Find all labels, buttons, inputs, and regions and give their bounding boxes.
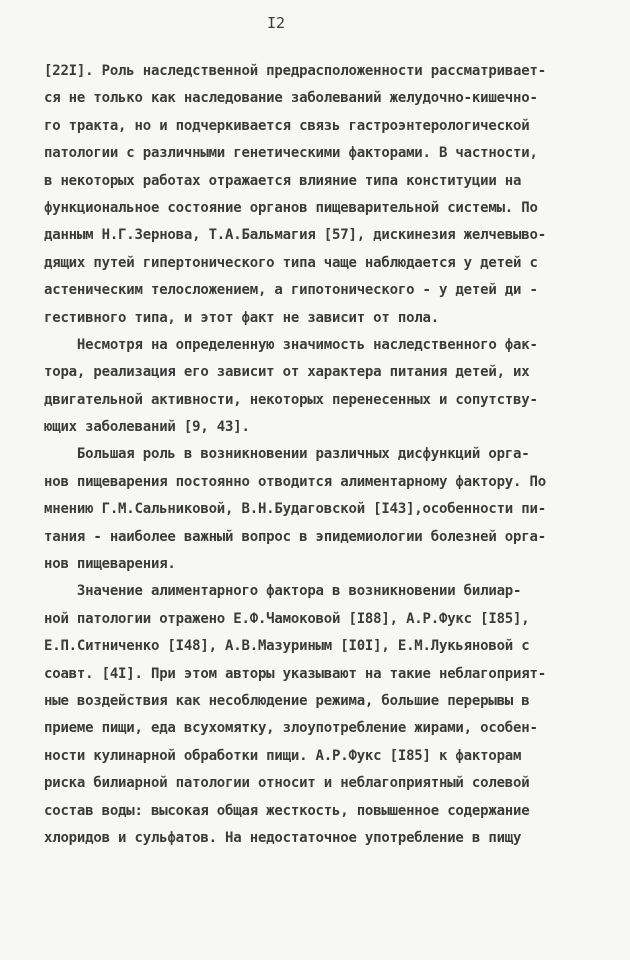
text-line: патологии с различными генетическими факторами. В частности,	[44, 145, 538, 162]
text-line: риска билиарной патологии относит и неблагоприятный солевой	[44, 775, 530, 792]
text-line: ные воздействия как несоблюдение режима, большие перерывы в	[44, 692, 530, 709]
text-line: соавт. [4I]. При этом авторы указывают на такие неблагоприят-	[44, 665, 546, 682]
text-line: мнению Г.М.Сальниковой, В.Н.Будаговской [I43],особенности пи-	[44, 501, 546, 518]
text-line: тания - наиболее важный вопрос в эпидемиологии болезней орга-	[44, 528, 546, 545]
text-line: приеме пищи, еда всухомятку, злоупотребление жирами, особен-	[44, 720, 538, 737]
text-line: ности кулинарной обработки пищи. А.Р.Фукс [I85] к факторам	[44, 747, 522, 764]
text-line: данным Н.Г.Зернова, Т.А.Бальмагия [57], дискинезия желчевыво-	[44, 227, 546, 244]
text-line: го тракта, но и подчеркивается связь гастроэнтерологической	[44, 117, 530, 134]
text-line: ся не только как наследование заболеваний желудочно-кишечно-	[44, 90, 538, 107]
text-line: астеническим телосложением, а гипотонического - у детей ди -	[44, 282, 538, 299]
text-line: нов пищеварения постоянно отводится алиментарному фактору. По	[44, 473, 546, 490]
text-line: Е.П.Ситниченко [I48], А.В.Мазуриным [I0I], Е.М.Лукьяновой с	[44, 638, 530, 655]
text-line: Значение алиментарного фактора в возникновении билиар-	[44, 583, 522, 600]
text-line: в некоторых работах отражается влияние типа конституции на	[44, 172, 522, 189]
text-line: хлоридов и сульфатов. На недостаточное употребление в пищу	[44, 829, 522, 846]
body-text	[44, 58, 596, 852]
text-line: функциональное состояние органов пищеварительной системы. По	[44, 199, 538, 216]
text-line: ющих заболеваний [9, 43].	[44, 419, 250, 436]
text-line: Большая роль в возникновении различных дисфункций орга-	[44, 446, 530, 463]
text-line: дящих путей гипертонического типа чаще наблюдается у детей с	[44, 254, 538, 271]
text-line: гестивного типа, и этот факт не зависит от пола.	[44, 309, 439, 326]
text-line: ной патологии отражено Е.Ф.Чамоковой [I88], А.Р.Фукс [I85],	[44, 610, 530, 627]
text-line: двигательной активности, некоторых перенесенных и сопутству-	[44, 391, 538, 408]
page-number: I2	[266, 14, 286, 32]
text-line: нов пищеварения.	[44, 556, 176, 573]
text-line: тора, реализация его зависит от характера питания детей, их	[44, 364, 530, 381]
text-line: [22I]. Роль наследственной предрасположенности рассматривает-	[44, 63, 546, 79]
text-line: Несмотря на определенную значимость наследственного фак-	[44, 336, 538, 353]
text-line: состав воды: высокая общая жесткость, повышенное содержание	[44, 802, 530, 819]
